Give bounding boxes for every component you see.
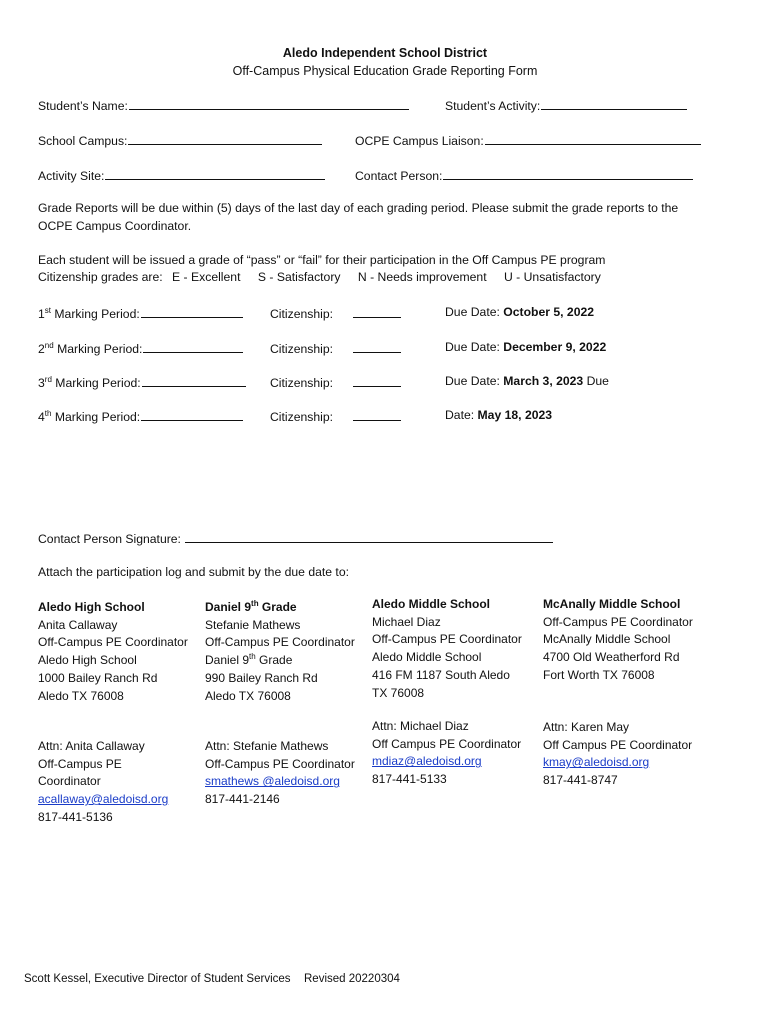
citizenship-line[interactable] xyxy=(353,374,401,387)
contact-line: Aledo High School xyxy=(38,653,137,668)
school-name: Aledo High School xyxy=(38,600,145,614)
attn-name: Attn: Stefanie Mathews xyxy=(205,739,329,753)
citizenship-label: Citizenship: xyxy=(270,307,333,321)
activity-site-field[interactable] xyxy=(38,167,325,183)
period-number: 2 xyxy=(38,342,45,356)
form-subtitle: Off-Campus Physical Education Grade Reporting Form xyxy=(232,64,538,78)
marking-period-2[interactable] xyxy=(38,340,243,356)
form-title: Aledo Independent School District xyxy=(282,46,488,60)
period-label: Marking Period: xyxy=(53,342,143,356)
period-label: Marking Period: xyxy=(51,307,140,321)
contact-mcanally-middle xyxy=(543,596,693,685)
attn-daniel-9th xyxy=(205,738,355,809)
due-date-value: May 18, 2023 xyxy=(477,408,553,422)
contact-line: Michael Diaz xyxy=(372,614,441,629)
grade-excellent: E - Excellent xyxy=(172,270,241,284)
email-link[interactable]: acallaway@aledoisd.org xyxy=(38,792,169,807)
email-link[interactable]: smathews @aledoisd.org xyxy=(205,774,340,789)
marking-period-1[interactable] xyxy=(38,305,243,321)
attn-role: Coordinator xyxy=(38,774,101,789)
attn-role: Off Campus PE Coordinator xyxy=(543,737,693,752)
contact-line: Daniel 9th Grade xyxy=(205,652,293,668)
contact-line: Aledo TX 76008 xyxy=(205,688,291,703)
contact-line: Stefanie Mathews xyxy=(205,617,301,632)
period-label: Marking Period: xyxy=(51,410,141,424)
citizenship-3[interactable] xyxy=(270,374,401,390)
contact-person-label: Contact Person: xyxy=(355,169,443,183)
due-date-value: December 9, 2022 xyxy=(503,340,607,354)
contact-line: Aledo TX 76008 xyxy=(38,688,124,703)
attn-role: Off Campus PE Coordinator xyxy=(372,736,522,751)
due-date-value: October 5, 2022 xyxy=(503,305,595,319)
school-campus-field[interactable] xyxy=(38,132,322,148)
contact-person-line[interactable] xyxy=(443,167,693,180)
contact-line: Anita Callaway xyxy=(38,617,118,632)
marking-period-3[interactable] xyxy=(38,374,246,390)
contact-line: Aledo Middle School xyxy=(372,650,482,665)
period-number: 3 xyxy=(38,376,45,390)
due-date-prefix: Date: xyxy=(445,408,478,422)
citizenship-label: Citizenship: xyxy=(270,342,333,356)
contact-line: 1000 Bailey Ranch Rd xyxy=(38,670,158,685)
footer-revised: Revised 20220304 xyxy=(304,973,400,985)
attn-aledo-middle xyxy=(372,718,521,789)
contact-line: 4700 Old Weatherford Rd xyxy=(543,650,680,665)
due-date-1 xyxy=(445,305,594,319)
period-suffix: th xyxy=(44,409,52,418)
instructions-paragraph: Grade Reports will be due within (5) days of the last day of each grading period. Please submit the grade reports to the OCPE Campus Coordinator. xyxy=(38,201,679,233)
grade-needs-improvement: N - Needs improvement xyxy=(357,270,487,284)
email-link[interactable]: mdiaz@aledoisd.org xyxy=(372,754,482,769)
footer-author: Scott Kessel, Executive Director of Student Services xyxy=(24,973,291,985)
period-number: 4 xyxy=(38,410,45,424)
period-suffix: nd xyxy=(44,341,54,350)
signature-field[interactable] xyxy=(38,530,553,546)
period-suffix: rd xyxy=(44,375,52,384)
citizenship-line[interactable] xyxy=(353,340,401,353)
period-grade-line[interactable] xyxy=(142,374,246,387)
liaison-line[interactable] xyxy=(485,132,701,145)
due-date-3 xyxy=(445,374,609,388)
citizenship-label: Citizenship: xyxy=(270,410,333,424)
citizenship-line[interactable] xyxy=(353,408,401,421)
contact-aledo-middle xyxy=(372,596,522,702)
contact-line: Off-Campus PE Coordinator xyxy=(543,614,693,629)
attach-note: Attach the participation log and submit by the due date to: xyxy=(38,565,349,579)
school-name: Daniel 9th Grade xyxy=(205,599,297,614)
citizenship-1[interactable] xyxy=(270,305,401,321)
due-date-prefix: Due Date: xyxy=(445,340,504,354)
activity-site-line[interactable] xyxy=(105,167,325,180)
phone: 817-441-5136 xyxy=(38,809,113,824)
contact-line: Fort Worth TX 76008 xyxy=(543,667,655,682)
signature-label: Contact Person Signature: xyxy=(38,532,181,546)
attn-mcanally-middle xyxy=(543,719,692,790)
due-date-4 xyxy=(445,408,552,422)
contact-aledo-high xyxy=(38,599,188,705)
attn-name: Attn: Anita Callaway xyxy=(38,739,145,753)
period-suffix: st xyxy=(44,306,52,315)
school-name: Aledo Middle School xyxy=(372,597,491,611)
citizenship-label: Citizenship: xyxy=(270,376,333,390)
student-activity-line[interactable] xyxy=(541,97,687,110)
due-date-prefix: Due Date: xyxy=(445,374,504,388)
attn-name: Attn: Karen May xyxy=(543,720,630,734)
student-activity-label: Student’s Activity: xyxy=(445,99,541,113)
attn-aledo-high xyxy=(38,738,168,827)
citizenship-4[interactable] xyxy=(270,408,401,424)
contact-daniel-9th xyxy=(205,599,355,705)
period-grade-line[interactable] xyxy=(141,305,243,318)
phone: 817-441-2146 xyxy=(205,792,280,807)
school-name: McAnally Middle School xyxy=(543,597,681,611)
citizenship-line[interactable] xyxy=(353,305,401,318)
citizenship-2[interactable] xyxy=(270,340,401,356)
signature-line[interactable] xyxy=(185,530,553,543)
contact-person-field[interactable] xyxy=(355,167,693,183)
contact-line: TX 76008 xyxy=(372,685,425,700)
due-date-2 xyxy=(445,340,606,354)
grade-satisfactory: S - Satisfactory xyxy=(257,270,341,284)
student-name-label: Student’s Name: xyxy=(38,99,128,113)
activity-site-label: Activity Site: xyxy=(38,169,105,183)
contact-line: Off-Campus PE Coordinator xyxy=(38,635,188,650)
due-date-suffix: Due xyxy=(583,374,609,388)
school-campus-label: School Campus: xyxy=(38,134,128,148)
period-grade-line[interactable] xyxy=(141,408,243,421)
citizenship-legend-label: Citizenship grades are: xyxy=(38,270,163,284)
phone: 817-441-5133 xyxy=(372,772,447,787)
due-date-prefix: Due Date: xyxy=(445,305,504,319)
student-name-field[interactable] xyxy=(38,97,409,113)
grading-statement: Each student will be issued a grade of “pass” or “fail” for their participation in the Off Campus PE program xyxy=(38,253,606,267)
citizenship-legend xyxy=(38,270,601,284)
attn-name: Attn: Michael Diaz xyxy=(372,719,469,733)
student-name-line[interactable] xyxy=(129,97,409,110)
contact-line: 990 Bailey Ranch Rd xyxy=(205,670,318,685)
due-date-value: March 3, 2023 xyxy=(503,374,584,388)
period-label: Marking Period: xyxy=(51,376,141,390)
contact-line: McAnally Middle School xyxy=(543,632,671,647)
contact-line: Off-Campus PE Coordinator xyxy=(205,635,355,650)
school-campus-line[interactable] xyxy=(128,132,322,145)
liaison-label: OCPE Campus Liaison: xyxy=(355,134,484,148)
email-link[interactable]: kmay@aledoisd.org xyxy=(543,755,650,770)
contact-line: Off-Campus PE Coordinator xyxy=(372,632,522,647)
contact-line: 416 FM 1187 South Aledo xyxy=(372,667,510,682)
marking-period-4[interactable] xyxy=(38,408,243,424)
period-grade-line[interactable] xyxy=(143,340,243,353)
period-number: 1 xyxy=(38,307,45,321)
liaison-field[interactable] xyxy=(355,132,701,148)
phone: 817-441-8747 xyxy=(543,773,618,788)
grade-unsatisfactory: U - Unsatisfactory xyxy=(503,270,601,284)
attn-role: Off-Campus PE Coordinator xyxy=(205,756,355,771)
student-activity-field[interactable] xyxy=(445,97,687,113)
attn-role: Off-Campus PE xyxy=(38,756,122,771)
